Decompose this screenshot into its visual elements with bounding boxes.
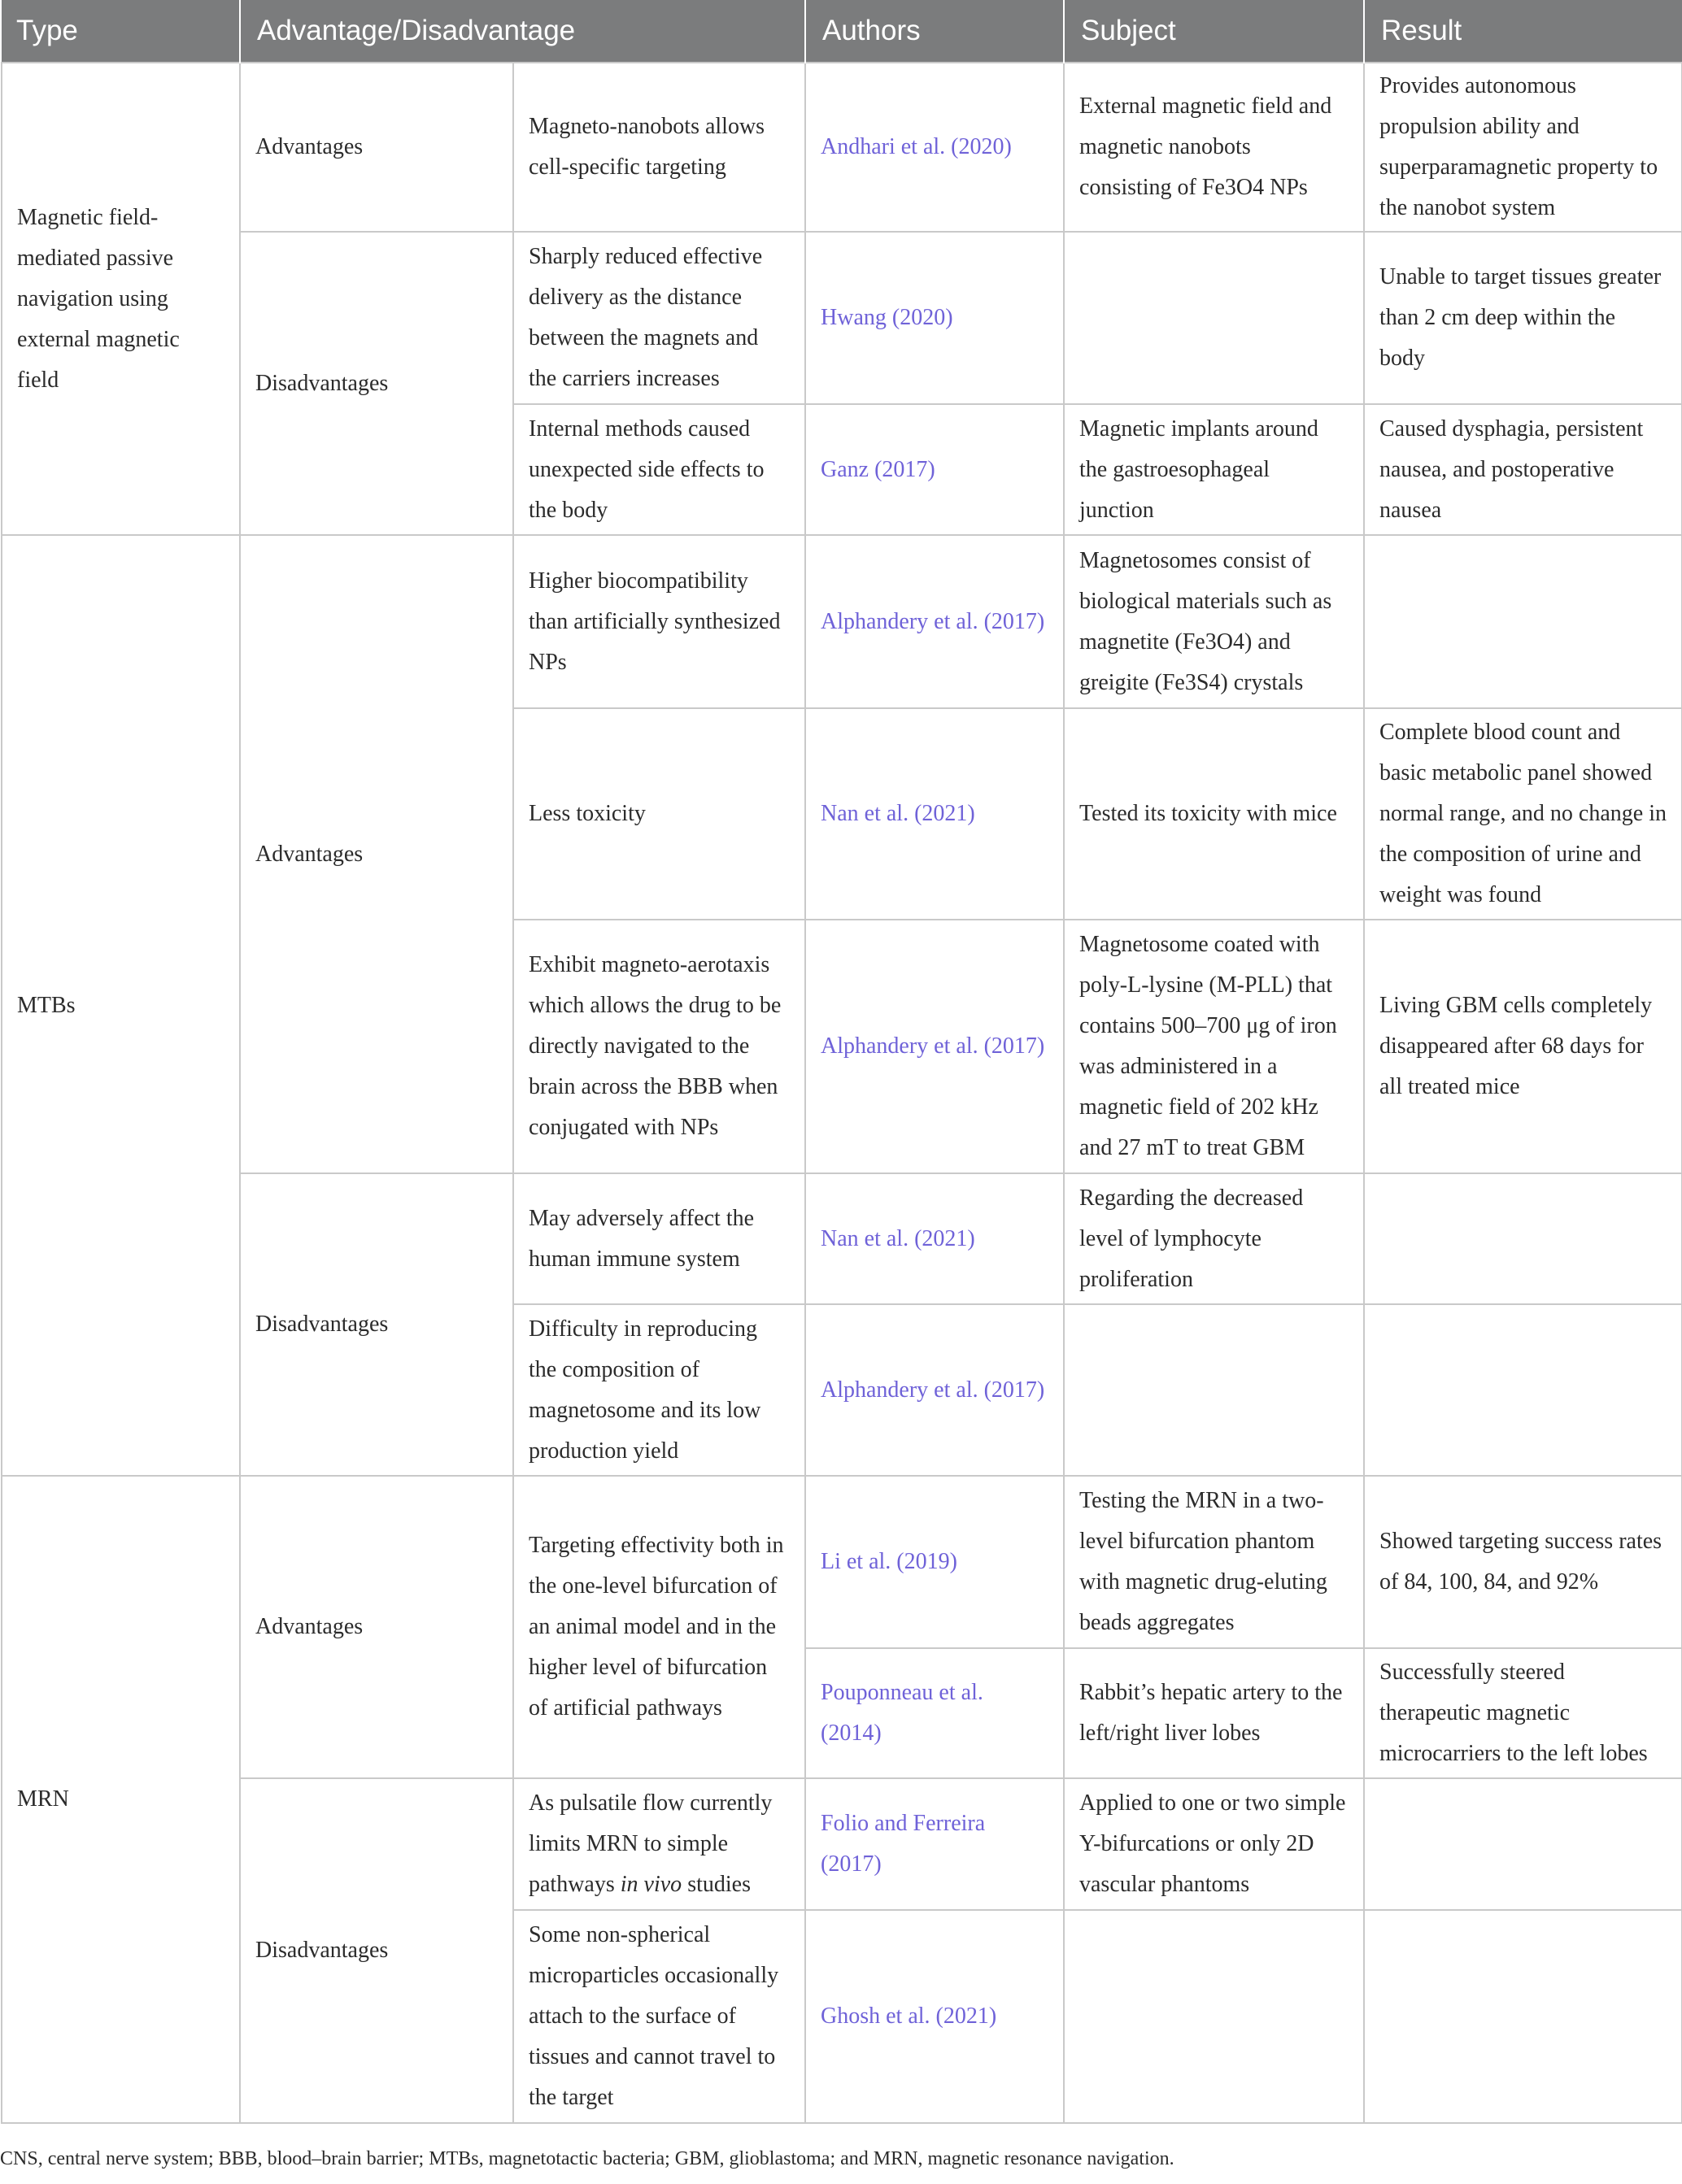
- author-link[interactable]: Ganz (2017): [805, 404, 1064, 535]
- description-cell: Sharply reduced effective delivery as the distance between the magnets and the carriers increases: [513, 232, 805, 404]
- description-text: As pulsatile flow currently limits MRN to simple pathways: [529, 1790, 773, 1897]
- result-cell: Complete blood count and basic metabolic panel showed normal range, and no change in the composition of urine and weight was found: [1364, 708, 1682, 920]
- description-cell: Difficulty in reproducing the composition of magnetosome and its low production yield: [513, 1304, 805, 1476]
- subject-cell: [1064, 1910, 1364, 2123]
- table-row: [2, 1778, 1682, 1910]
- header-type: Type: [2, 0, 240, 63]
- subject-cell: Rabbit’s hepatic artery to the left/right liver lobes: [1064, 1648, 1364, 1778]
- result-cell: [1364, 1778, 1682, 1910]
- subject-cell: [1064, 1304, 1364, 1476]
- subject-cell: Applied to one or two simple Y-bifurcations or only 2D vascular phantoms: [1064, 1778, 1364, 1910]
- result-cell: [1364, 1304, 1682, 1476]
- description-italic-text: in vivo: [620, 1872, 682, 1897]
- description-cell: Magneto-nanobots allows cell-specific targeting: [513, 63, 805, 232]
- disadvantages-label: Disadvantages: [240, 1173, 513, 1476]
- result-cell: Provides autonomous propulsion ability and superparamagnetic property to the nanobot system: [1364, 63, 1682, 232]
- advantages-label: Advantages: [240, 63, 513, 232]
- header-advantage-disadvantage: Advantage/Disadvantage: [240, 0, 805, 63]
- result-cell: Unable to target tissues greater than 2 cm deep within the body: [1364, 232, 1682, 404]
- table-footnote: CNS, central nerve system; BBB, blood–brain barrier; MTBs, magnetotactic bacteria; GBM, glioblastoma; and MRN, magnetic resonance navigation.: [0, 2148, 1174, 2169]
- type-cell-mtbs: MTBs: [2, 535, 240, 1476]
- subject-cell: Tested its toxicity with mice: [1064, 708, 1364, 920]
- table-row: [2, 1173, 1682, 1304]
- table-row: [2, 1476, 1682, 1648]
- description-cell: Exhibit magneto-aerotaxis which allows the drug to be directly navigated to the brain across the BBB when conjugated with NPs: [513, 920, 805, 1173]
- subject-cell: Testing the MRN in a two-level bifurcation phantom with magnetic drug-eluting beads aggregates: [1064, 1476, 1364, 1648]
- table-row: [2, 232, 1682, 404]
- author-link[interactable]: Ghosh et al. (2021): [805, 1910, 1064, 2123]
- subject-cell: Magnetosomes consist of biological materials such as magnetite (Fe3O4) and greigite (Fe3S4) crystals: [1064, 535, 1364, 708]
- disadvantages-label: Disadvantages: [240, 232, 513, 535]
- result-cell: Successfully steered therapeutic magnetic microcarriers to the left lobes: [1364, 1648, 1682, 1778]
- description-cell: Internal methods caused unexpected side effects to the body: [513, 404, 805, 535]
- type-cell-mrn: MRN: [2, 1476, 240, 2123]
- description-cell: May adversely affect the human immune system: [513, 1173, 805, 1304]
- description-cell: Some non-spherical microparticles occasionally attach to the surface of tissues and cannot travel to the target: [513, 1910, 805, 2123]
- advantages-label: Advantages: [240, 1476, 513, 1778]
- result-cell: [1364, 535, 1682, 708]
- result-cell: [1364, 1910, 1682, 2123]
- header-row: [2, 0, 1682, 63]
- result-cell: Living GBM cells completely disappeared after 68 days for all treated mice: [1364, 920, 1682, 1173]
- description-cell: [513, 1778, 805, 1910]
- description-cell: Targeting effectivity both in the one-level bifurcation of an animal model and in the higher level of bifurcation of artificial pathways: [513, 1476, 805, 1778]
- author-link[interactable]: Nan et al. (2021): [805, 1173, 1064, 1304]
- author-link[interactable]: Alphandery et al. (2017): [805, 1304, 1064, 1476]
- description-cell: Higher biocompatibility than artificially synthesized NPs: [513, 535, 805, 708]
- comparison-table: [1, 0, 1682, 2124]
- disadvantages-label: Disadvantages: [240, 1778, 513, 2123]
- author-link[interactable]: Alphandery et al. (2017): [805, 535, 1064, 708]
- description-text: studies: [682, 1872, 751, 1897]
- subject-cell: External magnetic field and magnetic nanobots consisting of Fe3O4 NPs: [1064, 63, 1364, 232]
- author-link[interactable]: Alphandery et al. (2017): [805, 920, 1064, 1173]
- author-link[interactable]: Li et al. (2019): [805, 1476, 1064, 1648]
- table-row: [2, 535, 1682, 708]
- subject-cell: Magnetic implants around the gastroesophageal junction: [1064, 404, 1364, 535]
- description-cell: Less toxicity: [513, 708, 805, 920]
- subject-cell: Regarding the decreased level of lymphocyte proliferation: [1064, 1173, 1364, 1304]
- header-result: Result: [1364, 0, 1682, 63]
- type-cell-magnetic: Magnetic field-mediated passive navigation using external magnetic field: [2, 63, 240, 535]
- author-link[interactable]: Hwang (2020): [805, 232, 1064, 404]
- author-link[interactable]: Folio and Ferreira (2017): [805, 1778, 1064, 1910]
- table-row: [2, 63, 1682, 232]
- subject-cell: [1064, 232, 1364, 404]
- author-link[interactable]: Pouponneau et al. (2014): [805, 1648, 1064, 1778]
- result-cell: [1364, 1173, 1682, 1304]
- header-authors: Authors: [805, 0, 1064, 63]
- result-cell: Showed targeting success rates of 84, 100, 84, and 92%: [1364, 1476, 1682, 1648]
- advantages-label: Advantages: [240, 535, 513, 1173]
- result-cell: Caused dysphagia, persistent nausea, and postoperative nausea: [1364, 404, 1682, 535]
- author-link[interactable]: Andhari et al. (2020): [805, 63, 1064, 232]
- subject-cell: Magnetosome coated with poly-L-lysine (M-PLL) that contains 500–700 μg of iron was administered in a magnetic field of 202 kHz and 27 mT to treat GBM: [1064, 920, 1364, 1173]
- header-subject: Subject: [1064, 0, 1364, 63]
- author-link[interactable]: Nan et al. (2021): [805, 708, 1064, 920]
